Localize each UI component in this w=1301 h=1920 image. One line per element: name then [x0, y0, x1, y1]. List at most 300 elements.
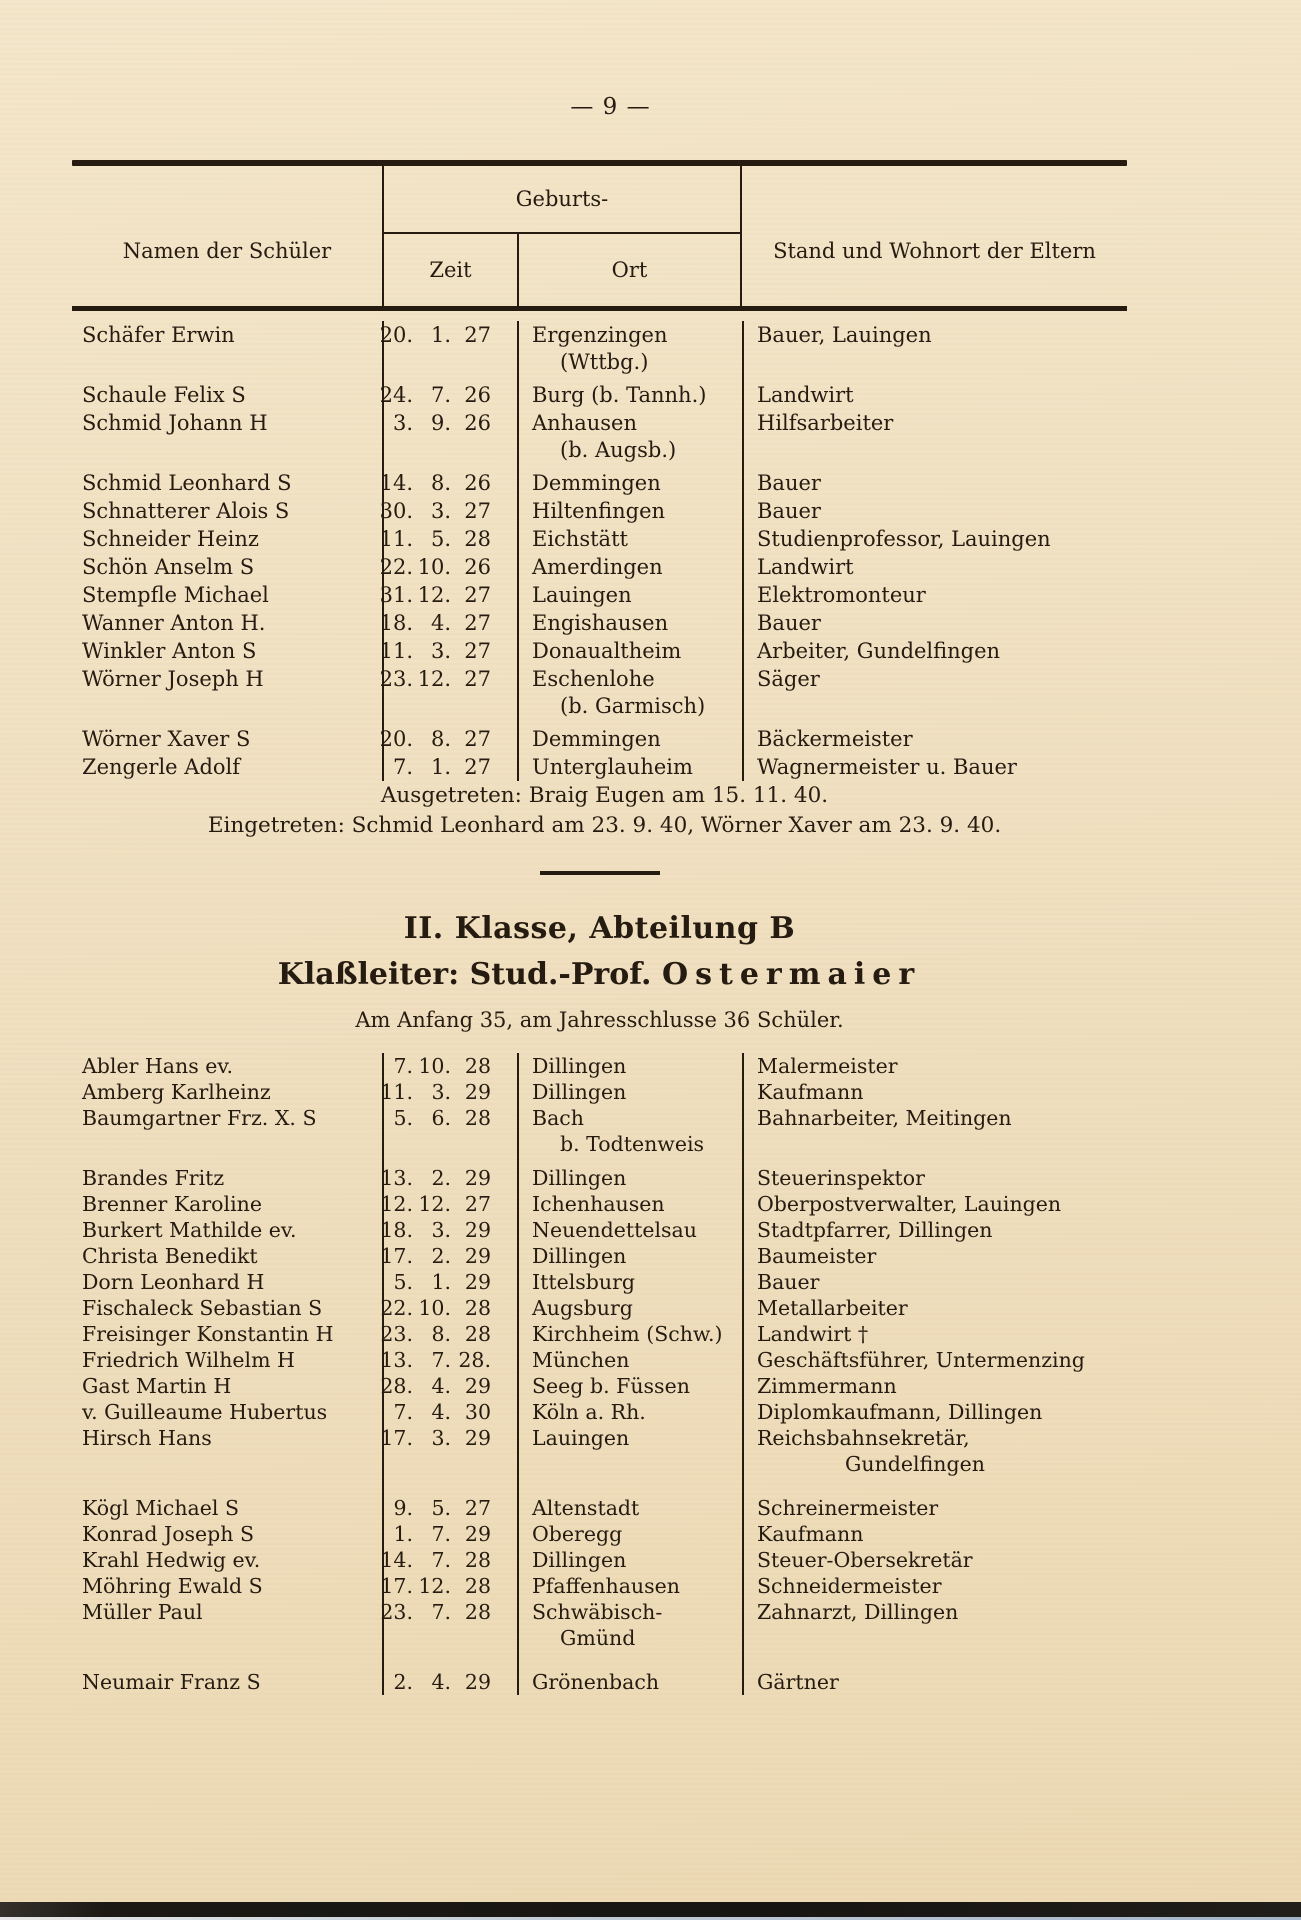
- parents-status: [742, 665, 1127, 725]
- birth-place: [517, 753, 742, 781]
- birth-place: [517, 469, 742, 497]
- table-row: [72, 581, 1127, 609]
- parents-status: [742, 497, 1127, 525]
- table-row: [72, 1243, 1127, 1269]
- birth-place-line: Eichstätt: [532, 527, 628, 551]
- date-part: 10.: [417, 555, 451, 579]
- membership-notes: [72, 781, 1127, 841]
- birth-place-line: Altenstadt: [532, 1496, 640, 1520]
- parents-status-line: Landwirt: [757, 555, 854, 579]
- birth-date: [382, 1373, 517, 1399]
- table-row: [72, 1599, 1127, 1659]
- pupil-table-class-b: [72, 1053, 1127, 1695]
- date-part: 27: [464, 755, 491, 779]
- birth-place-line: Dillingen: [532, 1244, 627, 1268]
- birth-place-line: München: [532, 1348, 630, 1372]
- birth-place-line: Amerdingen: [532, 555, 663, 579]
- birth-date: [382, 1347, 517, 1373]
- date-part: 12.: [380, 1192, 413, 1216]
- date-part: 8.: [430, 727, 451, 751]
- pupil-name: Schäfer Erwin: [82, 323, 235, 347]
- parents-status-line: Bauer: [757, 611, 821, 635]
- birth-date: [379, 321, 517, 381]
- parents-status: [742, 525, 1127, 553]
- date-part: 12.: [417, 583, 451, 607]
- date-part: 28: [464, 1296, 491, 1320]
- pupil-name: Schnatterer Alois S: [82, 499, 290, 523]
- birth-place: [517, 665, 742, 725]
- date-part: 3.: [430, 499, 451, 523]
- parents-status: [742, 409, 1127, 469]
- birth-date: [382, 753, 517, 781]
- table-row: [72, 1295, 1127, 1321]
- date-part: 5.: [393, 1270, 413, 1294]
- table-row: [72, 469, 1127, 497]
- birth-date: [382, 1399, 517, 1425]
- pupil-name: Konrad Joseph S: [82, 1522, 255, 1546]
- table-row: [72, 1347, 1127, 1373]
- parents-status: [742, 1399, 1127, 1425]
- parents-status-line: Bahnarbeiter, Meitingen: [757, 1106, 1012, 1130]
- date-part: 26: [464, 555, 491, 579]
- birth-place-line: Engishausen: [532, 611, 669, 635]
- pupil-name: Baumgartner Frz. X. S: [82, 1106, 317, 1130]
- date-part: 23.: [380, 1600, 413, 1624]
- birth-date: [382, 1485, 517, 1521]
- birth-place-line: Ergenzingen: [532, 323, 668, 347]
- birth-place: [517, 1191, 742, 1217]
- date-part: 29: [464, 1426, 491, 1450]
- table-row: [72, 1053, 1127, 1079]
- parents-status: [742, 1191, 1127, 1217]
- birth-date: [382, 1191, 517, 1217]
- birth-place-line-2: Gmünd: [560, 1626, 636, 1650]
- table-row: [72, 497, 1127, 525]
- date-part: 20.: [379, 727, 413, 751]
- date-part: 10.: [418, 1296, 451, 1320]
- parents-status: [742, 1295, 1127, 1321]
- pupil-name: Amberg Karlheinz: [82, 1080, 271, 1104]
- date-part: 26: [464, 471, 491, 495]
- parents-status: [742, 1599, 1127, 1659]
- pupil-name: Friedrich Wilhelm H: [82, 1348, 295, 1372]
- parents-column-header: Stand und Wohnort der Eltern: [773, 239, 1096, 263]
- pupil-name: Schneider Heinz: [82, 527, 259, 551]
- birth-place: [517, 497, 742, 525]
- date-part: 7.: [392, 755, 413, 779]
- birth-date: [382, 1659, 517, 1695]
- date-part: 12.: [417, 667, 451, 691]
- parents-status-line: Landwirt †: [757, 1322, 869, 1346]
- date-part: 30: [464, 1400, 491, 1424]
- parents-status-line: Malermeister: [757, 1054, 898, 1078]
- table-row: [72, 665, 1127, 725]
- birth-place: [517, 1165, 742, 1191]
- pupil-name: Christa Benedikt: [82, 1244, 258, 1268]
- birth-date: [382, 1521, 517, 1547]
- birth-date-column-header: Zeit: [429, 258, 472, 282]
- birth-place: [517, 637, 742, 665]
- parents-status-line: Studienprofessor, Lauingen: [757, 527, 1051, 551]
- date-part: 1.: [431, 1270, 451, 1294]
- birth-date: [382, 1547, 517, 1573]
- birth-place-line: Dillingen: [532, 1080, 627, 1104]
- page-number: — 9 —: [570, 94, 651, 120]
- birth-date: [379, 581, 517, 609]
- table-row: [72, 1165, 1127, 1191]
- section-divider: [540, 871, 660, 875]
- date-part: 27: [464, 639, 491, 663]
- parents-status: [742, 753, 1127, 781]
- pupil-name: Neumair Franz S: [82, 1670, 261, 1694]
- birth-place: [517, 321, 742, 381]
- birth-place-line-2: (b. Augsb.): [560, 438, 677, 462]
- date-part: 28.: [380, 1374, 413, 1398]
- date-part: 4.: [431, 1400, 451, 1424]
- table-row: [72, 725, 1127, 753]
- date-part: 12.: [418, 1574, 451, 1598]
- date-part: 29: [464, 1166, 491, 1190]
- pupil-name: Winkler Anton S: [82, 639, 257, 663]
- pupil-name: Fischaleck Sebastian S: [82, 1296, 323, 1320]
- date-part: 28: [464, 1106, 491, 1130]
- pupil-name: Wörner Xaver S: [82, 727, 251, 751]
- date-part: 28: [464, 1574, 491, 1598]
- birth-place-line: Kirchheim (Schw.): [532, 1322, 723, 1346]
- pupil-table-class-a: [72, 311, 1127, 781]
- birth-place: [517, 1599, 742, 1659]
- date-part: 17.: [380, 1426, 413, 1450]
- birth-place-line-2: (b. Garmisch): [560, 694, 706, 718]
- date-part: 24.: [379, 383, 413, 407]
- table-row: [72, 1191, 1127, 1217]
- date-part: 7.: [393, 1054, 413, 1078]
- birth-date: [382, 1321, 517, 1347]
- date-part: 26: [464, 411, 491, 435]
- parents-status-line: Metallarbeiter: [757, 1296, 908, 1320]
- birth-place-line: Lauingen: [532, 583, 632, 607]
- date-part: 27: [464, 583, 491, 607]
- parents-status-line: Diplomkaufmann, Dillingen: [757, 1400, 1043, 1424]
- parents-status-line: Bauer: [757, 1270, 820, 1294]
- parents-status-line: Steuerinspektor: [757, 1166, 925, 1190]
- birth-place-line: Bach: [532, 1106, 584, 1130]
- date-part: 1.: [430, 323, 451, 347]
- parents-status-line: Bäckermeister: [757, 727, 913, 751]
- birth-place: [517, 1485, 742, 1521]
- pupil-name: Müller Paul: [82, 1600, 203, 1624]
- date-part: 30.: [379, 499, 413, 523]
- birth-date: [382, 1217, 517, 1243]
- table-row: [72, 1217, 1127, 1243]
- date-part: 2.: [431, 1166, 451, 1190]
- date-part: 4.: [431, 1670, 451, 1694]
- pupil-name: Brenner Karoline: [82, 1192, 262, 1216]
- birth-place-line: Demmingen: [532, 727, 661, 751]
- parents-status: [742, 1521, 1127, 1547]
- table-row: [72, 1425, 1127, 1485]
- date-part: 4.: [430, 611, 451, 635]
- date-part: 18.: [380, 1218, 413, 1242]
- parents-status: [742, 469, 1127, 497]
- section-pupil-count: Am Anfang 35, am Jahresschlusse 36 Schüler.: [355, 1008, 844, 1032]
- birth-place-line: Augsburg: [532, 1296, 633, 1320]
- birth-place: [517, 1659, 742, 1695]
- date-part: 27: [464, 1496, 491, 1520]
- date-part: 28: [464, 527, 491, 551]
- date-part: 29: [464, 1218, 491, 1242]
- names-column-header: Namen der Schüler: [122, 239, 332, 263]
- birth-place: [517, 1105, 742, 1165]
- date-part: 17.: [380, 1574, 413, 1598]
- date-part: 11.: [379, 527, 413, 551]
- birth-place-line: Dillingen: [532, 1054, 627, 1078]
- date-part: 11.: [379, 639, 413, 663]
- parents-status: [742, 637, 1127, 665]
- birth-place-line: Köln a. Rh.: [532, 1400, 646, 1424]
- birth-place: [517, 1321, 742, 1347]
- date-part: 3.: [431, 1218, 451, 1242]
- parents-status: [742, 1165, 1127, 1191]
- date-part: 5.: [393, 1106, 413, 1130]
- date-part: 27: [464, 323, 491, 347]
- parents-status-line: Elektromonteur: [757, 583, 926, 607]
- birth-place-line: Seeg b. Füssen: [532, 1374, 690, 1398]
- date-part: 17.: [380, 1244, 413, 1268]
- parents-status: [742, 1547, 1127, 1573]
- parents-status: [742, 581, 1127, 609]
- birth-place: [517, 1425, 742, 1485]
- section-class-leader: [72, 957, 1127, 993]
- note-ausgetreten: Ausgetreten: Braig Eugen am 15. 11. 40.: [380, 783, 829, 808]
- birth-date: [382, 409, 517, 469]
- pupil-name: Wanner Anton H.: [82, 611, 266, 635]
- table-row: [72, 1573, 1127, 1599]
- birth-place: [517, 1547, 742, 1573]
- birth-place-column-header: Ort: [517, 234, 740, 306]
- date-part: 3.: [431, 1426, 451, 1450]
- parents-status-line: Oberpostverwalter, Lauingen: [757, 1192, 1062, 1216]
- date-part: 10.: [418, 1054, 451, 1078]
- birth-place: [517, 1573, 742, 1599]
- birth-place-line: Ittelsburg: [532, 1270, 636, 1294]
- pupil-name: v. Guilleaume Hubertus: [82, 1400, 328, 1424]
- parents-status: [742, 553, 1127, 581]
- birth-date: [382, 1599, 517, 1659]
- table-row: [72, 409, 1127, 469]
- pupil-name: Wörner Joseph H: [82, 667, 264, 691]
- date-part: 29: [464, 1522, 491, 1546]
- birth-place: [517, 1347, 742, 1373]
- parents-status-line: Baumeister: [757, 1244, 877, 1268]
- pupil-name: Kögl Michael S: [82, 1496, 240, 1520]
- birth-group-header: Geburts-: [384, 166, 740, 234]
- birth-place-line: Lauingen: [532, 1426, 630, 1450]
- parents-status-line: Zahnarzt, Dillingen: [757, 1600, 959, 1624]
- parents-status-line: Reichsbahnsekretär,: [757, 1426, 970, 1450]
- parents-status-line: Schneidermeister: [757, 1574, 942, 1598]
- birth-date: [382, 1105, 517, 1165]
- date-part: 5.: [431, 1496, 451, 1520]
- birth-date: [382, 1425, 517, 1485]
- birth-column-group: [382, 166, 742, 306]
- pupil-name: Hirsch Hans: [82, 1426, 212, 1450]
- birth-place: [517, 553, 742, 581]
- parents-status: [742, 1373, 1127, 1399]
- table-row: [72, 1321, 1127, 1347]
- date-part: 18.: [379, 611, 413, 635]
- birth-date: [379, 553, 517, 581]
- date-part: 13.: [380, 1166, 413, 1190]
- birth-date: [382, 1053, 517, 1079]
- section-title: II. Klasse, Abteilung B: [403, 911, 796, 946]
- birth-date: [382, 1165, 517, 1191]
- date-part: 2.: [393, 1670, 413, 1694]
- birth-place: [517, 725, 742, 753]
- parents-status: [742, 1321, 1127, 1347]
- date-part: 27: [464, 611, 491, 635]
- date-part: 28: [464, 1322, 491, 1346]
- table-row: [72, 1659, 1127, 1695]
- birth-place-line: Donaualtheim: [532, 639, 682, 663]
- table-row: [72, 637, 1127, 665]
- parents-status: [742, 1105, 1127, 1165]
- date-part: 9.: [393, 1496, 413, 1520]
- birth-date: [379, 609, 517, 637]
- date-part: 9.: [430, 411, 451, 435]
- date-part: 31.: [379, 583, 413, 607]
- birth-place-line: Oberegg: [532, 1522, 623, 1546]
- date-part: 29: [464, 1270, 491, 1294]
- pupil-name: Zengerle Adolf: [82, 755, 241, 779]
- parents-status: [742, 1217, 1127, 1243]
- date-part: 14.: [380, 1548, 413, 1572]
- pupil-name: Schaule Felix S: [82, 383, 246, 407]
- pupil-name: Dorn Leonhard H: [82, 1270, 265, 1294]
- birth-place-line-2: b. Todtenweis: [560, 1132, 705, 1156]
- parents-status-line: Säger: [757, 667, 820, 691]
- parents-status: [742, 1659, 1127, 1695]
- date-part: 29: [464, 1080, 491, 1104]
- date-part: 20.: [379, 323, 413, 347]
- date-part: 6.: [431, 1106, 451, 1130]
- date-part: 3.: [392, 411, 413, 435]
- parents-status-line-2: Gundelfingen: [845, 1452, 985, 1476]
- table-row: [72, 1373, 1127, 1399]
- parents-status-line: Hilfsarbeiter: [757, 411, 894, 435]
- date-part: 22.: [379, 555, 413, 579]
- date-part: 7.: [431, 1548, 451, 1572]
- birth-place: [517, 1217, 742, 1243]
- birth-date: [379, 525, 517, 553]
- parents-status-line: Landwirt: [757, 383, 854, 407]
- date-part: 26: [464, 383, 491, 407]
- birth-date: [382, 1243, 517, 1269]
- birth-place-line: Hiltenfingen: [532, 499, 666, 523]
- date-part: 2.: [431, 1244, 451, 1268]
- birth-subheaders: [384, 234, 740, 306]
- birth-place: [517, 1243, 742, 1269]
- date-part: 5.: [430, 527, 451, 551]
- date-part: 7.: [431, 1600, 451, 1624]
- class-leader-label: Klaßleiter: Stud.-Prof.: [277, 957, 652, 992]
- table-row: [72, 753, 1127, 781]
- parents-status-line: Arbeiter, Gundelfingen: [757, 639, 1001, 663]
- pupil-name: Schmid Johann H: [82, 411, 268, 435]
- date-part: 13.: [380, 1348, 413, 1372]
- pupil-name: Brandes Fritz: [82, 1166, 225, 1190]
- date-part: 7.: [431, 1522, 451, 1546]
- date-part: 29: [464, 1670, 491, 1694]
- birth-place-line: Demmingen: [532, 471, 661, 495]
- pupil-name: Gast Martin H: [82, 1374, 232, 1398]
- parents-status: [742, 1347, 1127, 1373]
- birth-place-line: Unterglauheim: [532, 755, 693, 779]
- date-part: 14.: [379, 471, 413, 495]
- date-part: 23.: [380, 1322, 413, 1346]
- date-part: 3.: [431, 1080, 451, 1104]
- pupil-name: Burkert Mathilde ev.: [82, 1218, 297, 1242]
- table-row: [72, 1547, 1127, 1573]
- date-part: 27: [464, 727, 491, 751]
- parents-status-line: Bauer: [757, 471, 821, 495]
- birth-date: [379, 637, 517, 665]
- birth-date: [379, 725, 517, 753]
- parents-status: [742, 1269, 1127, 1295]
- date-part: 11.: [380, 1080, 413, 1104]
- pupil-name: Abler Hans ev.: [82, 1054, 234, 1078]
- birth-place-line: Pfaffenhausen: [532, 1574, 680, 1598]
- date-part: 7.: [393, 1400, 413, 1424]
- parents-status: [742, 1425, 1127, 1485]
- birth-date: [379, 469, 517, 497]
- pupil-name: Möhring Ewald S: [82, 1574, 263, 1598]
- table-header: [72, 166, 1127, 306]
- parents-status-line: Bauer, Lauingen: [757, 323, 932, 347]
- birth-date: [382, 1269, 517, 1295]
- parents-status: [742, 381, 1127, 409]
- date-part: 27: [464, 499, 491, 523]
- date-part: 28: [464, 1548, 491, 1572]
- date-part: 29: [464, 1374, 491, 1398]
- parents-status: [742, 1243, 1127, 1269]
- table-row: [72, 1485, 1127, 1521]
- date-part: 27: [464, 667, 491, 691]
- parents-status: [742, 1573, 1127, 1599]
- birth-place-line: Dillingen: [532, 1166, 627, 1190]
- pupil-name: Stempfle Michael: [82, 583, 269, 607]
- table-row: [72, 1399, 1127, 1425]
- parents-status-line: Geschäftsführer, Untermenzing: [757, 1348, 1085, 1372]
- table-row: [72, 321, 1127, 381]
- parents-status: [742, 725, 1127, 753]
- parents-status: [742, 321, 1127, 381]
- table-row: [72, 525, 1127, 553]
- birth-date: [379, 665, 517, 725]
- birth-place-line: Neuendettelsau: [532, 1218, 697, 1242]
- parents-status-line: Stadtpfarrer, Dillingen: [757, 1218, 993, 1242]
- pupil-name: Krahl Hedwig ev.: [82, 1548, 261, 1572]
- birth-place: [517, 609, 742, 637]
- page-content: [72, 0, 1127, 1695]
- table-row: [72, 381, 1127, 409]
- table-row: [72, 1269, 1127, 1295]
- birth-place-line: Dillingen: [532, 1548, 627, 1572]
- table-row: [72, 609, 1127, 637]
- parents-status-line: Gärtner: [757, 1670, 839, 1694]
- birth-place: [517, 381, 742, 409]
- birth-place: [517, 1269, 742, 1295]
